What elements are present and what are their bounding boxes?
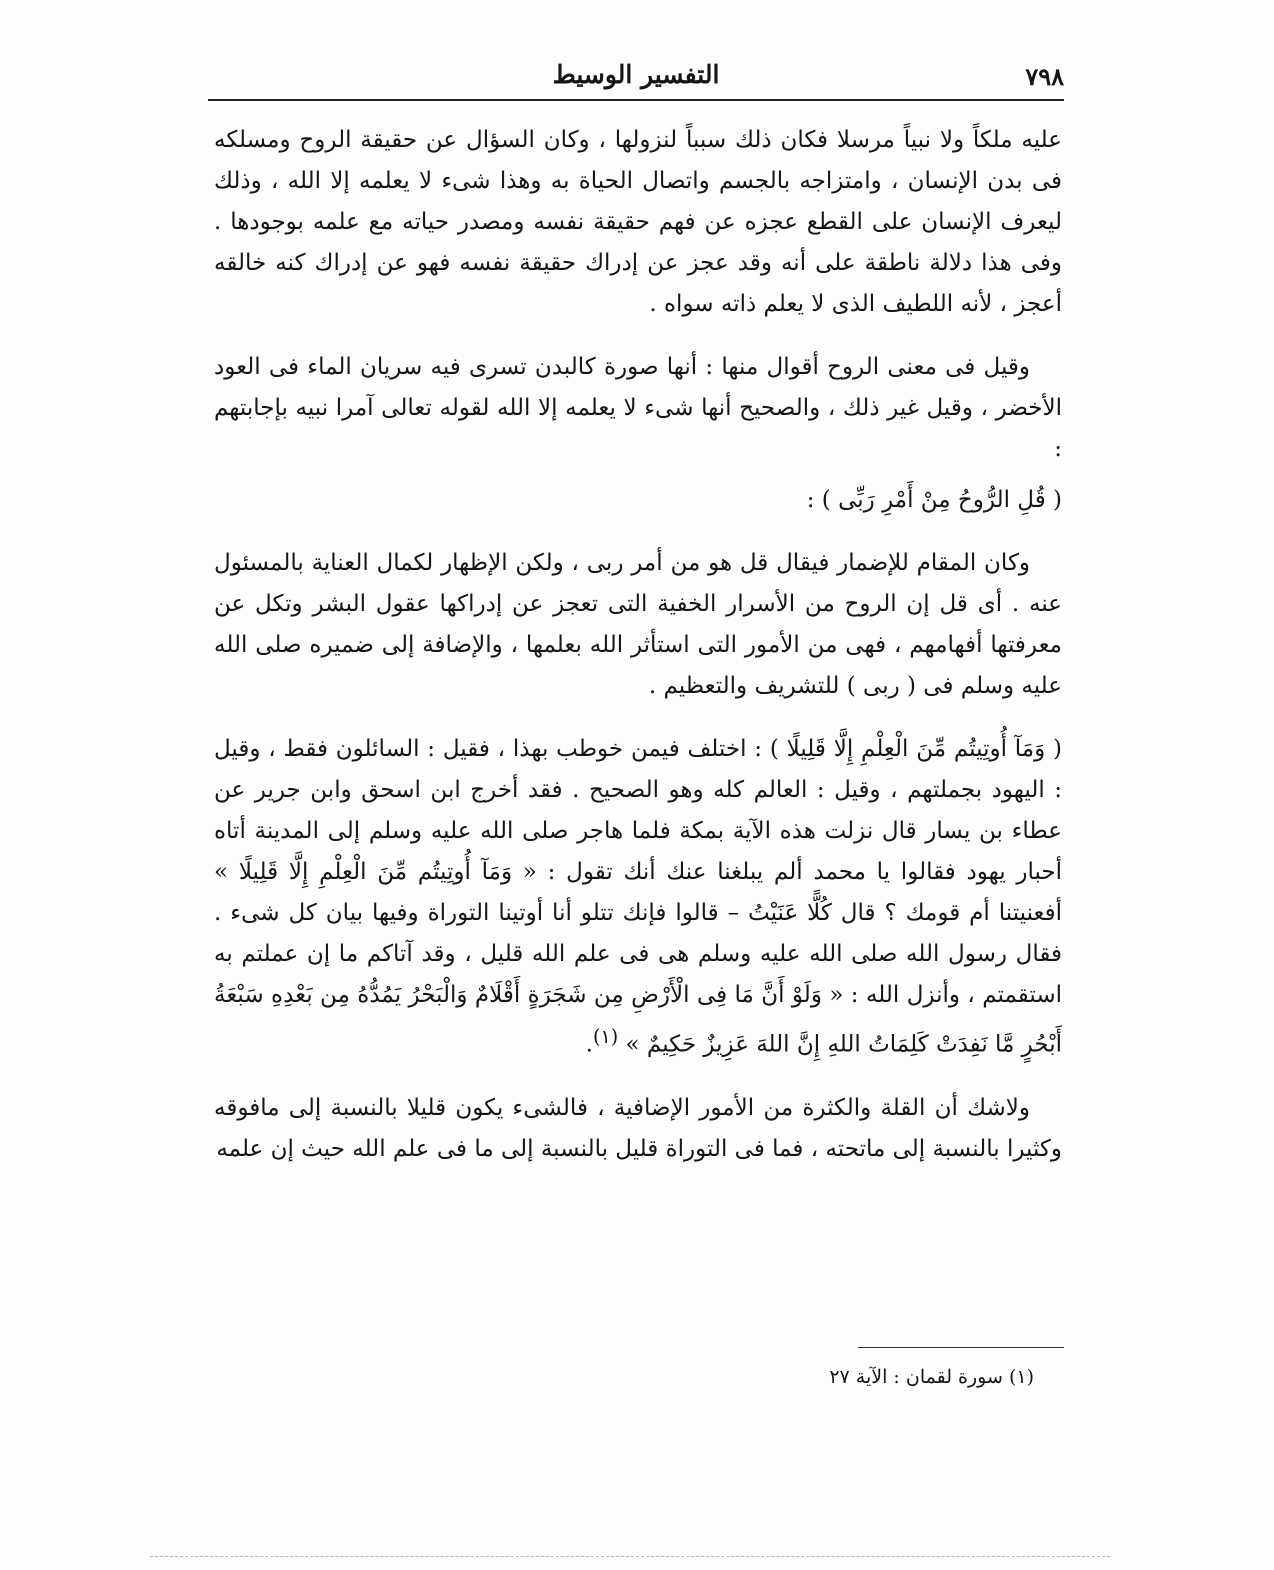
paragraph-2-verse: ( قُلِ الرُّوحُ مِنْ أَمْرِ رَبِّى ) : [806, 487, 1062, 513]
paragraph-4-end: . [585, 1031, 593, 1058]
footnote: (١) سورة لقمان : الآية ٢٧ [829, 1366, 1034, 1388]
footnote-reference: (١) [592, 1025, 619, 1048]
footnote-rule [858, 1347, 1064, 1348]
page-number: ٧٩٨ [1025, 62, 1064, 91]
running-title: التفسير الوسيط [552, 60, 720, 89]
paragraph-4-text: ( وَمَآ أُوتِيتُم مِّنَ الْعِلْمِ إِلَّا قَلِيلًا ) : اختلف فيمن خوطب بهذا ، فقيل : السائلون فقط ، وقيل : اليهود بجملتهم ، وقيل : العالم كله وهو الصحيح . فقد أخرج ابن اسحق وابن جرير عن عطاء بن يسار قال نزلت هذه الآية بمكة فلما هاجر صلى الله عليه وسلم إلى المدينة أتاه أحبار يهود فقالوا يا محمد ألم يبلغنا عنك أنك تقول : « وَمَآ أُوتِيتُم مِّنَ الْعِلْمِ إِلَّا قَلِيلًا » أفعنيتنا أم قومك ؟ قال كُلًّا عَنَيْتُ – قالوا فإنك تتلو أنا أوتينا التوراة وفيها بيان كل شىء . فقال رسول الله صلى الله عليه وسلم هى فى علم الله قليل ، وقد آتاكم ما إن عملتم به استقمتم ، وأنزل الله : « وَلَوْ أَنَّ مَا فِى الْأَرْضِ مِن شَجَرَةٍ أَقْلَامٌ وَالْبَحْرُ يَمُدُّهُ مِن بَعْدِهِ سَبْعَةُ أَبْحُرٍ مَّا نَفِدَتْ كَلِمَاتُ اللهِ إِنَّ اللهَ عَزِيزٌ حَكِيمٌ » [214, 736, 1062, 1058]
page-header [208, 56, 1064, 96]
paragraph-4 [214, 729, 1062, 1066]
body-text [214, 120, 1062, 1192]
paragraph-2: وقيل فى معنى الروح أقوال منها : أنها صورة كالبدن تسرى فيه سريان الماء فى العود الأخضر ، وقيل غير ذلك ، والصحيح أنها شىء لا يعلمه إلا الله لقوله تعالى آمرا نبيه بإجابتهم : [214, 354, 1062, 462]
paragraph-5: ولاشك أن القلة والكثرة من الأمور الإضافية ، فالشىء يكون قليلا بالنسبة إلى مافوقه وكثيرا بالنسبة إلى ماتحته ، فما فى التوراة قليل بالنسبة إلى ما فى علم الله حيث إن علمه [214, 1094, 1062, 1162]
paragraph-1: عليه ملكاً ولا نبياً مرسلا فكان ذلك سبباً لنزولها ، وكان السؤال عن حقيقة الروح ومسلكه فى بدن الإنسان ، وامتزاجه بالجسم واتصال الحياة به وهذا شىء لا يعلمه إلا الله ، وذلك ليعرف الإنسان على القطع عجزه عن فهم حقيقة نفسه ومصدر حياته مع علمه بوجودها . وفى هذا دلالة ناطقة على أنه وقد عجز عن إدراك حقيقة نفسه فهو عن إدراك كنه خالقه أعجز ، لأنه اللطيف الذى لا يعلم ذاته سواه . [214, 127, 1062, 317]
scan-edge-marks [150, 1556, 1110, 1559]
header-rule [208, 99, 1064, 101]
paragraph-3: وكان المقام للإضمار فيقال قل هو من أمر ربى ، ولكن الإظهار لكمال العناية بالمسئول عنه . أى قل إن الروح من الأسرار الخفية التى تعجز عن إدراكها عقول البشر وتكل عن معرفتها أفهامهم ، فهى من الأمور التى استأثر الله بعلمها ، والإضافة إلى ضميره صلى الله عليه وسلم فى ( ربى ) للتشريف والتعظيم . [214, 550, 1062, 699]
